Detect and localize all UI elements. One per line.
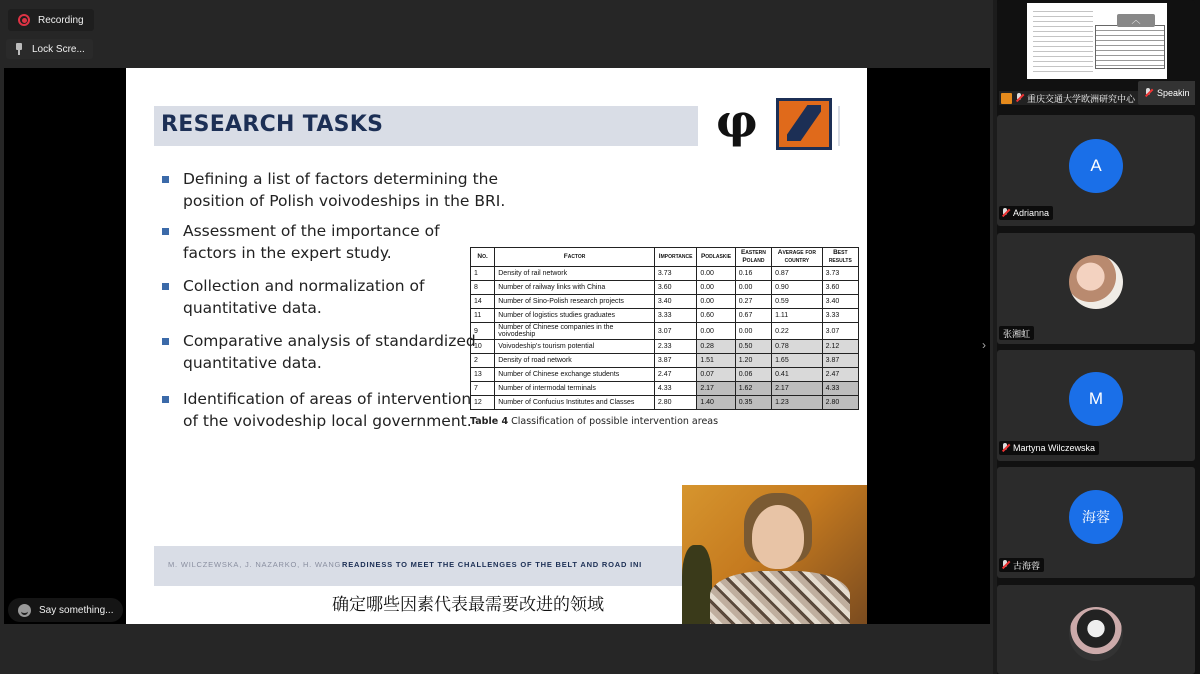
participant-tile[interactable]: [997, 233, 1195, 344]
column-header: Importance: [654, 248, 696, 267]
avatar: [1069, 255, 1123, 309]
slide-footer: [154, 546, 714, 586]
table-cell: 0.60: [697, 309, 735, 323]
mic-muted-icon: [1001, 208, 1010, 218]
participant-tile[interactable]: [997, 467, 1195, 578]
record-icon: [18, 14, 30, 26]
speaker-face: [752, 505, 804, 569]
recording-label: Recording: [38, 14, 84, 26]
bullet-line: position of Polish voivodeships in the BRI.: [183, 192, 506, 210]
column-header: Best results: [822, 248, 858, 267]
table-row: [471, 396, 859, 410]
table-body: [471, 267, 859, 410]
bullet-line: factors in the expert study.: [183, 244, 392, 262]
top-strip: [0, 0, 993, 68]
table-cell: 3.73: [654, 267, 696, 281]
table-cell: 0.59: [772, 295, 823, 309]
mic-icon: [1144, 88, 1153, 98]
table-row: [471, 309, 859, 323]
table-cell: 3.87: [822, 354, 858, 368]
table-caption: [470, 416, 860, 427]
bullet-line: Identification of areas of intervention: [183, 390, 472, 408]
table-cell: 3.87: [654, 354, 696, 368]
background-plant: [682, 545, 712, 624]
university-logo: [698, 94, 838, 154]
table-cell: 3.33: [822, 309, 858, 323]
bullet-item: [162, 168, 506, 212]
participant-tile[interactable]: [997, 585, 1195, 674]
user-icon: [1001, 93, 1012, 104]
table-cell: 0.87: [772, 267, 823, 281]
name-tag: [999, 441, 1099, 455]
table-cell: 1.20: [735, 354, 771, 368]
bullet-line: Comparative analysis of standardized: [183, 332, 476, 350]
speaking-label: Speakin: [1157, 88, 1190, 98]
table-row: [471, 323, 859, 340]
table-cell: 0.00: [735, 281, 771, 295]
participant-name: 重庆交通大学欧洲研究中心: [1027, 93, 1136, 104]
table-cell: 0.00: [697, 267, 735, 281]
caption-label: Table 4: [470, 416, 509, 427]
mic-muted-icon: [1001, 560, 1010, 570]
table-cell: Number of Chinese companies in the voivodeship: [495, 323, 655, 340]
table-cell: 3.60: [822, 281, 858, 295]
table-cell: 3.60: [654, 281, 696, 295]
name-tag: [999, 206, 1053, 220]
table-cell: 0.78: [772, 340, 823, 354]
table-cell: 0.00: [697, 323, 735, 340]
table-row: [471, 267, 859, 281]
table-cell: 8: [471, 281, 495, 295]
bullet-item: [162, 220, 483, 264]
table-cell: Number of Confucius Institutes and Classes: [495, 396, 655, 410]
bullet-icon: [162, 228, 169, 235]
table-cell: Number of Chinese exchange students: [495, 368, 655, 382]
table-cell: 0.16: [735, 267, 771, 281]
shared-screen-thumbnail[interactable]: [997, 0, 1195, 108]
bullet-icon: [162, 176, 169, 183]
emoji-icon[interactable]: [18, 604, 31, 617]
table-cell: 0.07: [697, 368, 735, 382]
table-cell: 3.07: [822, 323, 858, 340]
participant-tile[interactable]: [997, 350, 1195, 461]
table-cell: 0.00: [697, 295, 735, 309]
chevron-up-icon[interactable]: ︿: [1117, 14, 1155, 27]
avatar: 海蓉: [1069, 490, 1123, 544]
name-tag: [999, 558, 1044, 572]
table-header-row: [471, 248, 859, 267]
table-cell: Number of logistics studies graduates: [495, 309, 655, 323]
table-cell: 0.06: [735, 368, 771, 382]
table-cell: 9: [471, 323, 495, 340]
table-cell: 0.27: [735, 295, 771, 309]
bullet-item: [162, 275, 483, 319]
participant-sidebar: [997, 0, 1200, 674]
table-cell: Number of Sino-Polish research projects: [495, 295, 655, 309]
table-cell: 3.40: [654, 295, 696, 309]
bullet-icon: [162, 338, 169, 345]
bullet-icon: [162, 396, 169, 403]
say-something-placeholder: Say something...: [39, 604, 114, 616]
table-cell: 2: [471, 354, 495, 368]
table-cell: 0.90: [772, 281, 823, 295]
column-header: Factor: [495, 248, 655, 267]
table-cell: 0.41: [772, 368, 823, 382]
table-cell: 0.00: [735, 323, 771, 340]
column-header: Podlaskie: [697, 248, 735, 267]
table-row: [471, 295, 859, 309]
table-cell: 1.40: [697, 396, 735, 410]
faculty-logo-icon: [776, 98, 832, 150]
table-cell: 2.12: [822, 340, 858, 354]
factor-table-wrapper: [470, 247, 860, 427]
speaking-indicator: [1138, 81, 1195, 105]
say-something-input[interactable]: [8, 598, 123, 622]
table-cell: 2.17: [772, 382, 823, 396]
table-row: [471, 354, 859, 368]
column-header: Eastern Poland: [735, 248, 771, 267]
participant-name: Martyna Wilczewska: [1013, 443, 1096, 453]
bullet-item: [162, 388, 483, 432]
participant-tile[interactable]: [997, 115, 1195, 226]
table-cell: 2.33: [654, 340, 696, 354]
table-cell: 13: [471, 368, 495, 382]
speaker-body: [710, 571, 850, 624]
table-cell: 0.22: [772, 323, 823, 340]
table-cell: 0.28: [697, 340, 735, 354]
bullet-line: quantitative data.: [183, 299, 322, 317]
column-header: No.: [471, 248, 495, 267]
table-cell: 1.23: [772, 396, 823, 410]
chevron-right-icon[interactable]: ›: [982, 338, 986, 352]
table-cell: Number of intermodal terminals: [495, 382, 655, 396]
bullet-item: [162, 330, 483, 374]
table-cell: 1.11: [772, 309, 823, 323]
table-cell: 7: [471, 382, 495, 396]
participant-name: 张湘虹: [1003, 328, 1031, 339]
table-cell: 3.07: [654, 323, 696, 340]
table-cell: 3.73: [822, 267, 858, 281]
bottom-strip: [0, 624, 993, 674]
table-cell: 2.47: [822, 368, 858, 382]
speaker-video[interactable]: [682, 485, 867, 624]
column-header: Average for country: [772, 248, 823, 267]
participant-name: 古海蓉: [1013, 560, 1041, 571]
name-tag: [999, 91, 1139, 105]
bullet-line: Defining a list of factors determining the: [183, 170, 499, 188]
table-row: [471, 281, 859, 295]
lock-screen-button[interactable]: [6, 39, 93, 59]
footer-title: READINESS TO MEET THE CHALLENGES OF THE BELT AND ROAD INI: [342, 560, 643, 569]
table-cell: 0.00: [697, 281, 735, 295]
slide-title: RESEARCH TASKS: [161, 112, 384, 137]
table-cell: 1: [471, 267, 495, 281]
table-cell: 11: [471, 309, 495, 323]
table-row: [471, 368, 859, 382]
lock-screen-label: Lock Scre...: [32, 43, 85, 55]
factor-table: [470, 247, 859, 410]
table-cell: Voivodeship's tourism potential: [495, 340, 655, 354]
table-cell: 10: [471, 340, 495, 354]
table-cell: 2.80: [822, 396, 858, 410]
mic-muted-icon: [1015, 93, 1024, 103]
table-cell: 12: [471, 396, 495, 410]
table-cell: 3.33: [654, 309, 696, 323]
caption-text: Classification of possible intervention areas: [508, 416, 719, 427]
live-subtitle: 确定哪些因素代表最需要改进的领域: [332, 595, 604, 615]
table-cell: 0.50: [735, 340, 771, 354]
table-cell: 1.62: [735, 382, 771, 396]
table-cell: 2.80: [654, 396, 696, 410]
table-cell: 2.47: [654, 368, 696, 382]
thumbnail-slide: [1027, 3, 1167, 79]
bullet-line: Collection and normalization of: [183, 277, 425, 295]
table-cell: 3.40: [822, 295, 858, 309]
table-cell: 0.67: [735, 309, 771, 323]
mic-muted-icon: [1001, 443, 1010, 453]
bullet-line: of the voivodeship local government.: [183, 412, 472, 430]
table-cell: Number of railway links with China: [495, 281, 655, 295]
bullet-line: Assessment of the importance of: [183, 222, 440, 240]
footer-authors: M. WILCZEWSKA, J. NAZARKO, H. WANG: [168, 560, 342, 569]
table-cell: 0.35: [735, 396, 771, 410]
logo-symbol-icon: φ: [716, 94, 758, 148]
avatar: M: [1069, 372, 1123, 426]
name-tag: [999, 326, 1034, 340]
table-cell: 1.65: [772, 354, 823, 368]
recording-indicator[interactable]: [8, 9, 94, 31]
avatar: [1069, 607, 1123, 661]
presentation-slide: [126, 68, 867, 624]
table-row: [471, 340, 859, 354]
avatar: A: [1069, 139, 1123, 193]
table-row: [471, 382, 859, 396]
table-cell: 4.33: [822, 382, 858, 396]
table-cell: 2.17: [697, 382, 735, 396]
table-cell: Density of rail network: [495, 267, 655, 281]
table-cell: 14: [471, 295, 495, 309]
table-cell: Density of road network: [495, 354, 655, 368]
bullet-line: quantitative data.: [183, 354, 322, 372]
pin-icon: [14, 43, 24, 55]
bullet-icon: [162, 283, 169, 290]
participant-name: Adrianna: [1013, 208, 1050, 218]
table-cell: 1.51: [697, 354, 735, 368]
table-cell: 4.33: [654, 382, 696, 396]
